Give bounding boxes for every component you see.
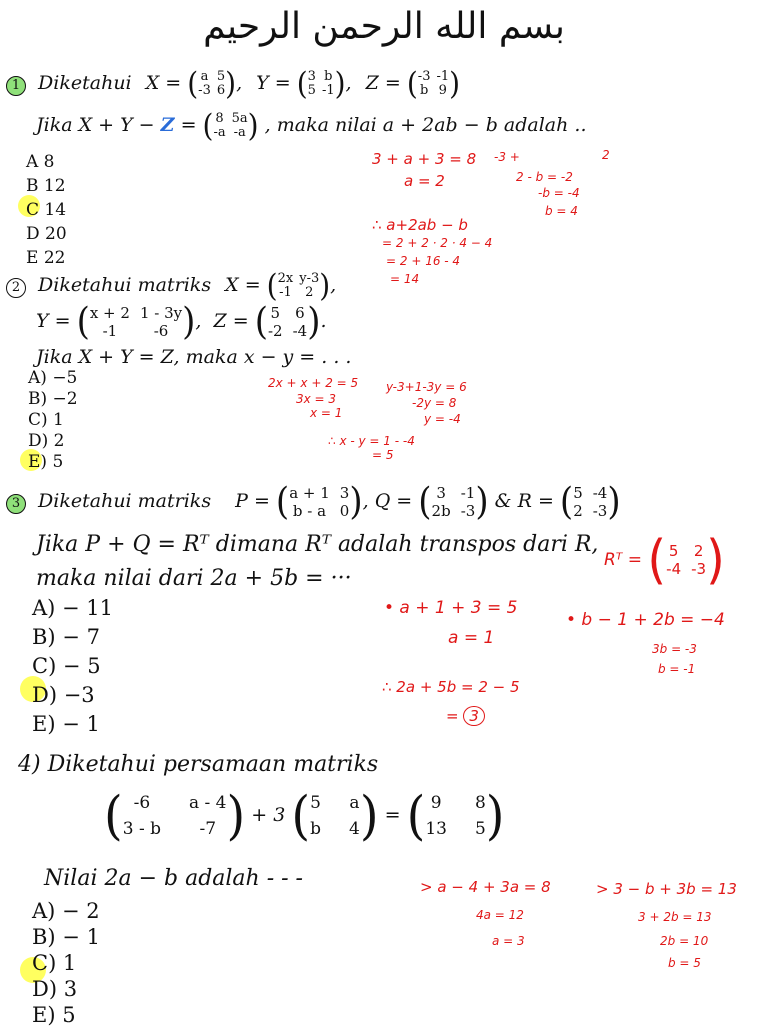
q4-work-3: a = 3	[492, 934, 525, 948]
q2-work-5: -2y = 8	[412, 396, 457, 410]
q2-work-7: ∴ x - y = 1 - -4	[328, 434, 415, 448]
bismillah-heading: بسم الله الرحمن الرحيم	[203, 6, 565, 47]
q1-options	[26, 150, 67, 270]
q3-work-3: • b − 1 + 2b = −4	[566, 610, 725, 630]
q3-option-d: D) −3	[32, 683, 95, 707]
q4-options	[32, 898, 100, 1028]
q1-option-e: E 22	[26, 248, 66, 268]
q1-work-8: ∴ a+2ab − b	[372, 216, 468, 234]
q1-option-a: A 8	[26, 152, 55, 172]
q2-x-label: X =	[225, 274, 261, 296]
q2-work-8: = 5	[372, 448, 394, 462]
q3-option-e: E) − 1	[32, 712, 100, 736]
q1-label: Diketahui	[38, 72, 132, 94]
q3-r-label: R =	[517, 490, 554, 512]
q2-label: Diketahui matriks	[38, 274, 212, 296]
q1-option-d: D 20	[26, 224, 67, 244]
q3-work-1: • a + 1 + 3 = 5	[384, 598, 518, 618]
q3-question: maka nilai dari 2a + 5b = ···	[36, 566, 352, 591]
q3-matrix-r: ( 5 -4 2 -3 )	[559, 480, 621, 524]
q1-work-5: 2 - b = -2	[516, 170, 573, 184]
q1-work-1: 3 + a + 3 = 8	[372, 150, 477, 168]
q3-work-2: a = 1	[448, 628, 495, 648]
q4-work-5: 3 + 2b = 13	[638, 910, 712, 924]
q1-work-10: = 2 + 16 - 4	[386, 254, 461, 268]
q2-condition: Jika X + Y = Z, maka x − y = . . .	[36, 346, 352, 368]
q1-option-c: C 14	[26, 200, 67, 220]
q1-work-11: = 14	[390, 272, 420, 286]
q4-matrix-b: ( 5 a b 4 )	[291, 785, 379, 847]
q1-work-7: b = 4	[545, 204, 578, 218]
q4-work-6: 2b = 10	[660, 934, 709, 948]
q4-work-7: b = 5	[668, 956, 701, 970]
q2-work-6: y = -4	[424, 412, 461, 426]
q4-equation: ( -6 a - 4 3 - b -7 ) + 3 ( 5 a b 4 ) = ( 9 8 13 5 )	[104, 785, 505, 847]
q2-header: 2 Diketahui matriks X = ( 2x y-3 -1 2 ) ,	[6, 272, 336, 300]
q3-transpose	[604, 529, 725, 591]
q1-matrix-x: ( a 5 -3 6 )	[187, 65, 237, 102]
q4-matrix-a: ( -6 a - 4 3 - b -7 )	[104, 785, 246, 847]
q4-work-2: 4a = 12	[476, 908, 524, 922]
q1-work-9: = 2 + 2 · 2 · 4 − 4	[382, 236, 493, 250]
q3-q-label: Q =	[374, 490, 413, 512]
q2-matrix-z: ( 5 6 -2 -4 )	[254, 300, 321, 344]
q1-work-2: a = 2	[404, 172, 445, 190]
q2-options	[28, 368, 78, 473]
q3-p-label: P =	[235, 490, 270, 512]
q2-z-label: Z =	[213, 310, 249, 332]
q3-work-5: b = -1	[658, 662, 696, 676]
q4-option-e: E) 5	[32, 1003, 76, 1027]
q3-matrix-p: ( a + 1 3 b - a 0 )	[275, 480, 363, 524]
q3-options	[32, 594, 113, 739]
q2-option-d: D) 2	[28, 431, 65, 451]
q1-matrix-result: ( 8 5a -a -a )	[202, 107, 259, 144]
q4-option-c: C) 1	[32, 951, 77, 975]
q4-option-d: D) 3	[32, 977, 78, 1001]
q2-option-b: B) −2	[28, 389, 78, 409]
q1-condition: Jika X + Y − Z = ( 8 5a -a -a ) , maka nilai a + 2ab − b adalah ..	[36, 107, 587, 144]
q1-y-label: Y =	[256, 72, 291, 94]
q1-matrix-z: ( -3 -1 b 9 )	[406, 65, 461, 102]
q3-header: 3 Diketahui matriks P = ( a + 1 3 b - a 0 ) , Q = ( 3 -1 2b -3 ) & R = ( 5 -4 2 -3 )	[6, 484, 621, 520]
q4-work-4: > 3 − b + 3b = 13	[596, 880, 737, 898]
q3-circled-answer: 3	[463, 706, 485, 726]
q2-work-3: x = 1	[310, 406, 343, 420]
q3-option-c: C) − 5	[32, 654, 101, 678]
q1-work-4: 2	[602, 148, 610, 162]
q1-number: 1	[6, 76, 26, 96]
q1-work-3: -3 +	[494, 150, 520, 164]
q3-label: Diketahui matriks	[38, 490, 212, 512]
q2-y-label: Y =	[36, 310, 71, 332]
q1-work-6: -b = -4	[538, 186, 580, 200]
q1-option-b: B 12	[26, 176, 66, 196]
q3-matrix-rt: ( 5 2 -4 -3 )	[647, 529, 725, 591]
q3-matrix-q: ( 3 -1 2b -3 )	[418, 480, 489, 524]
q4-header: 4) Diketahui persamaan matriks	[18, 752, 379, 777]
q1-x-label: X =	[145, 72, 182, 94]
q4-question: Nilai 2a − b adalah - - -	[44, 866, 303, 891]
q3-option-a: A) − 11	[32, 596, 114, 620]
q3-rt-label: Rᵀ =	[604, 550, 643, 570]
q1-matrix-y: ( 3 b 5 -1 )	[296, 65, 346, 102]
q3-work-6: ∴ 2a + 5b = 2 − 5	[382, 678, 520, 696]
q2-line2: Y = ( x + 2 1 - 3y -1 -6 ) , Z = ( 5 6 -2 -4 ) .	[36, 300, 327, 344]
q3-option-b: B) − 7	[32, 625, 100, 649]
q4-option-a: A) − 2	[32, 899, 100, 923]
q1-blue-z: Z	[160, 114, 175, 136]
q2-work-2: 3x = 3	[296, 392, 337, 406]
q3-work-7: = 3	[446, 706, 485, 726]
q2-matrix-x: ( 2x y-3 -1 2 )	[266, 267, 331, 304]
q2-option-e: E) 5	[28, 452, 64, 472]
q2-work-1: 2x + x + 2 = 5	[268, 376, 359, 390]
q2-option-c: C) 1	[28, 410, 64, 430]
q4-matrix-c: ( 9 8 13 5 )	[406, 785, 505, 847]
q2-work-4: y-3+1-3y = 6	[386, 380, 467, 394]
q2-matrix-y: ( x + 2 1 - 3y -1 -6 )	[76, 300, 196, 344]
q3-work-4: 3b = -3	[652, 642, 697, 656]
q3-condition: Jika P + Q = Rᵀ dimana Rᵀ adalah transpos dari R,	[36, 532, 599, 557]
q4-option-b: B) − 1	[32, 925, 100, 949]
q4-work-1: > a − 4 + 3a = 8	[420, 878, 551, 896]
q2-number: 2	[6, 278, 26, 298]
q2-option-a: A) −5	[28, 368, 78, 388]
q1-z-label: Z =	[365, 72, 401, 94]
q3-number: 3	[6, 494, 26, 514]
q1-header: 1 Diketahui X = ( a 5 -3 6 ) , Y = ( 3 b 5 -1 ) , Z = ( -3 -1 b 9 )	[6, 70, 460, 98]
